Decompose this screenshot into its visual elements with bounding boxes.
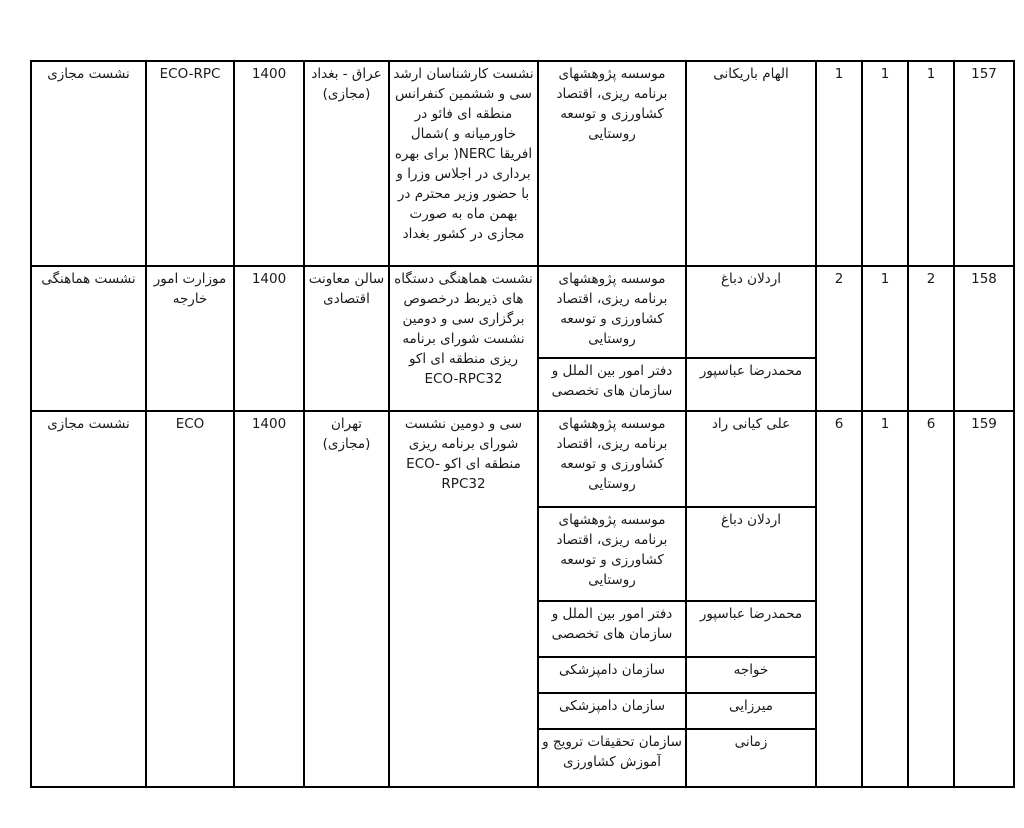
location-cell: سالن معاونت اقتصادی — [304, 266, 389, 411]
description-cell: سی و دومین نشست شورای برنامه ریزی منطقه ای اکو ECO-RPC32 — [389, 411, 538, 787]
location-cell: تهران (مجازی) — [304, 411, 389, 787]
count-a-cell: 1 — [908, 61, 954, 266]
participant-name-cell: محمدرضا عباسپور — [686, 601, 816, 657]
row-number-cell: 158 — [954, 266, 1014, 411]
participant-name-cell: خواجه — [686, 657, 816, 693]
participant-name-cell: میرزایی — [686, 693, 816, 729]
participant-org-cell: دفتر امور بین الملل و سازمان های تخصصی — [538, 601, 686, 657]
participant-org-cell: سازمان تحقیقات ترویج و آموزش کشاورزی — [538, 729, 686, 787]
meetings-table — [30, 60, 1015, 788]
participant-name-cell: اردلان دباغ — [686, 507, 816, 601]
count-c-cell: 1 — [816, 61, 862, 266]
count-c-cell: 6 — [816, 411, 862, 787]
year-cell: 1400 — [234, 266, 304, 411]
meetings-table-wrap — [30, 60, 1015, 788]
participant-name-cell: محمدرضا عباسپور — [686, 358, 816, 411]
participant-org-cell: موسسه پژوهشهای برنامه ریزی، اقتصاد کشاورزی و توسعه روستایی — [538, 411, 686, 507]
meeting-type-cell: نشست مجازی — [31, 61, 146, 266]
table-row — [31, 411, 1014, 507]
table-row — [31, 266, 1014, 358]
participant-org-cell: سازمان دامپزشکی — [538, 657, 686, 693]
meeting-type-cell: نشست هماهنگی — [31, 266, 146, 411]
participant-name-cell: الهام باریکانی — [686, 61, 816, 266]
location-cell: عراق - بغداد (مجازی) — [304, 61, 389, 266]
description-cell: نشست کارشناسان ارشد سی و ششمین کنفرانس منطقه ای فائو در خاورمیانه و )شمال افریقا NERC( برای بهره برداری در اجلاس وزرا و با حضور وزیر محترم در بهمن ماه به صورت مجازی در کشور بغداد — [389, 61, 538, 266]
participant-org-cell: موسسه پژوهشهای برنامه ریزی، اقتصاد کشاورزی و توسعه روستایی — [538, 266, 686, 358]
participant-name-cell: اردلان دباغ — [686, 266, 816, 358]
row-number-cell: 157 — [954, 61, 1014, 266]
participant-org-cell: سازمان دامپزشکی — [538, 693, 686, 729]
count-a-cell: 2 — [908, 266, 954, 411]
meeting-type-cell: نشست مجازی — [31, 411, 146, 787]
participant-org-cell: موسسه پژوهشهای برنامه ریزی، اقتصاد کشاورزی و توسعه روستایی — [538, 61, 686, 266]
count-b-cell: 1 — [862, 61, 908, 266]
count-a-cell: 6 — [908, 411, 954, 787]
year-cell: 1400 — [234, 411, 304, 787]
participant-org-cell: دفتر امور بین الملل و سازمان های تخصصی — [538, 358, 686, 411]
row-number-cell: 159 — [954, 411, 1014, 787]
table-row — [31, 61, 1014, 266]
count-b-cell: 1 — [862, 266, 908, 411]
participant-name-cell: زمانی — [686, 729, 816, 787]
host-org-cell: موزارت امور خارجه — [146, 266, 234, 411]
count-b-cell: 1 — [862, 411, 908, 787]
count-c-cell: 2 — [816, 266, 862, 411]
description-cell: نشست هماهنگی دستگاه های ذیربط درخصوص برگزاری سی و دومین نشست شورای برنامه ریزی منطقه ای اکو ECO-RPC32 — [389, 266, 538, 411]
year-cell: 1400 — [234, 61, 304, 266]
host-org-cell: ECO — [146, 411, 234, 787]
participant-org-cell: موسسه پژوهشهای برنامه ریزی، اقتصاد کشاورزی و توسعه روستایی — [538, 507, 686, 601]
host-org-cell: ECO-RPC — [146, 61, 234, 266]
participant-name-cell: علی کیانی راد — [686, 411, 816, 507]
